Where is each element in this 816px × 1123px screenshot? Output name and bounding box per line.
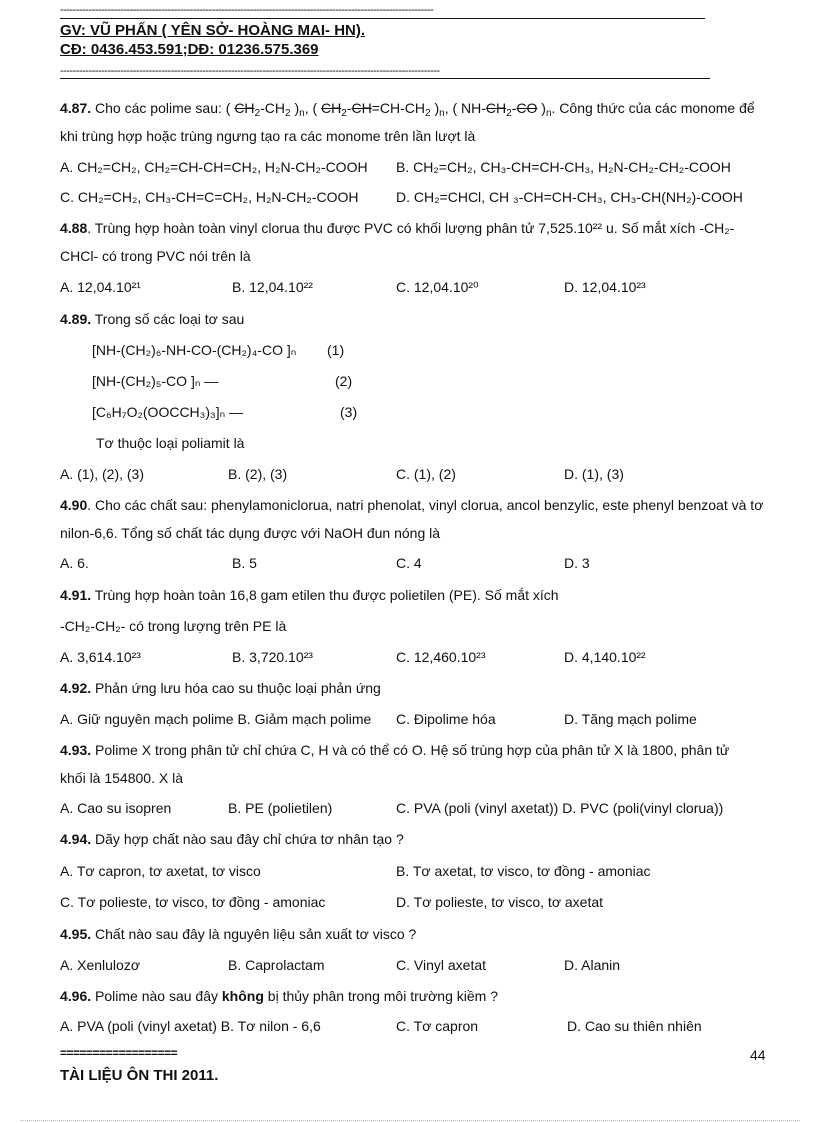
q494-option-b: B. Tơ axetat, tơ visco, tơ đồng - amoniac: [396, 863, 651, 879]
q495-line1: [60, 925, 416, 943]
q493-option-b: B. PE (polietilen): [228, 800, 333, 816]
q487-stem-a: Cho các polime sau: (: [91, 100, 235, 116]
q492-option-c: C. Đipolime hóa: [396, 711, 496, 727]
q487-line2: khi trùng hợp hoặc trùng ngưng tạo ra các monome trên lần lượt là: [60, 128, 476, 144]
footer-title: TÀI LIỆU ÔN THI 2011.: [60, 1067, 219, 1084]
q495-stem: Chất nào sau đây là nguyên liệu sản xuất tơ visco ?: [91, 926, 417, 942]
q489-line1: [60, 310, 244, 328]
q495-option-d: D. Alanin: [564, 957, 621, 973]
header-phone: CĐ: 0436.453.591;DĐ: 01236.575.369: [60, 41, 319, 58]
q494-option-a: A. Tơ capron, tơ axetat, tơ visco: [60, 863, 261, 879]
q488-number: 4.88: [60, 220, 88, 236]
footer-separator: ==================: [60, 1046, 178, 1060]
q489-option-b: B. (2), (3): [228, 466, 288, 482]
q493-option-cd: C. PVA (poli (vinyl axetat)) D. PVC (poli(vinyl clorua)): [396, 800, 724, 816]
q489-formula-3-number: (3): [340, 404, 358, 420]
q490-option-d: D. 3: [564, 555, 590, 571]
q496-option-d: D. Cao su thiên nhiên: [567, 1018, 702, 1034]
q488-option-a: A. 12,04.10²¹: [60, 279, 141, 295]
q493-line1: [60, 741, 729, 759]
q495-option-c: C. Vinyl axetat: [396, 957, 487, 973]
q492-option-ab: A. Giữ nguyên mạch polime B. Giảm mạch polime: [60, 711, 372, 727]
q493-stem: Polime X trong phân tử chỉ chứa C, H và có thể có O. Hệ số trùng hợp của phân tử X là 1800, phân tử: [91, 742, 730, 758]
q493-number: 4.93.: [60, 742, 92, 758]
q489-option-a: A. (1), (2), (3): [60, 466, 145, 482]
q496-option-ab: A. PVA (poli (vinyl axetat) B. Tơ nilon - 6,6: [60, 1018, 321, 1034]
q492-line1: [60, 679, 381, 697]
q487-option-c: C. CH₂=CH₂, CH₃-CH=C=CH₂, H₂N-CH₂-COOH: [60, 189, 359, 205]
q496-stem-emphasis: không: [221, 988, 264, 1004]
q495-option-b: B. Caprolactam: [228, 957, 325, 973]
q493-option-a: A. Cao su isopren: [60, 800, 172, 816]
header-rule-bottom: [60, 78, 710, 79]
q490-number: 4.90: [60, 497, 88, 513]
q488-line1: [60, 219, 734, 237]
q491-option-d: D. 4,140.10²²: [564, 649, 646, 665]
q490-line2: nilon-6,6. Tổng số chất tác dụng được với NaOH đun nóng là: [60, 525, 441, 541]
q490-option-c: C. 4: [396, 555, 422, 571]
q496-number: 4.96.: [60, 988, 92, 1004]
q491-option-c: C. 12,460.10²³: [396, 649, 486, 665]
q489-option-c: C. (1), (2): [396, 466, 456, 482]
q489-formula-1-number: (1): [327, 342, 345, 358]
q489-formula-3: [C₆H₇O₂(OOCCH₃)₃]ₙ —: [92, 404, 244, 420]
q489-formula-2: [NH-(CH₂)₅-CO ]ₙ —: [92, 373, 219, 389]
q491-number: 4.91.: [60, 587, 92, 603]
q492-stem: Phản ứng lưu hóa cao su thuộc loại phản ứng: [91, 680, 381, 696]
q495-option-a: A. Xenlulozơ: [60, 957, 141, 973]
q487-line1: [60, 99, 755, 117]
q489-formula-2-number: (2): [335, 373, 353, 389]
q491-option-b: B. 3,720.10²³: [232, 649, 313, 665]
q487-formula: $CH_2-CH_2$ )$_n$, ( $CH_2-CH=CH-CH_2$ )$_n$, ( $NH-CH_2-CO$ )$_n$. Công thức của các monome để: [234, 100, 755, 119]
header-teacher: GV: VŨ PHẤN ( YÊN SỞ- HOÀNG MAI- HN).: [60, 22, 366, 39]
q487-option-d: D. CH₂=CHCl, CH ₃-CH=CH-CH₃, CH₃-CH(NH₂)-COOH: [396, 189, 743, 205]
q489-stem: Trong số các loại tơ sau: [91, 311, 245, 327]
q487-option-b: B. CH₂=CH₂, CH₃-CH=CH-CH₃, H₂N-CH₂-CH₂-COOH: [396, 159, 731, 175]
q494-stem: Dãy hợp chất nào sau đây chỉ chứa tơ nhân tạo ?: [91, 831, 404, 847]
q495-number: 4.95.: [60, 926, 92, 942]
q491-line1: [60, 586, 559, 604]
q490-stem: . Cho các chất sau: phenylamoniclorua, natri phenolat, vinyl clorua, ancol benzylic, este phenyl benzoat và tơ: [87, 497, 764, 513]
q491-line2: -CH₂-CH₂- có trong lượng trên PE là: [60, 618, 287, 634]
q489-formula-1: [NH-(CH₂)₆-NH-CO-(CH₂)₄-CO ]ₙ: [92, 342, 297, 358]
q494-line1: [60, 830, 404, 848]
q487-option-a: A. CH₂=CH₂, CH₂=CH-CH=CH₂, H₂N-CH₂-COOH: [60, 159, 368, 175]
q490-option-a: A. 6.: [60, 555, 89, 571]
page-number: 44: [750, 1047, 766, 1063]
q492-option-d: D. Tăng mạch polime: [564, 711, 697, 727]
q489-question: Tơ thuộc loại poliamit là: [96, 435, 245, 451]
q488-option-c: C. 12,04.10²⁰: [396, 279, 479, 295]
q496-option-c: C. Tơ capron: [396, 1018, 479, 1034]
q487-number: 4.87.: [60, 100, 92, 116]
header-dashes-top: ----------------------------------------------------------------------------------------------------------------------: [60, 4, 434, 16]
q489-option-d: D. (1), (3): [564, 466, 624, 482]
q488-stem: . Trùng hợp hoàn toàn vinyl clorua thu được PVC có khối lượng phân tử 7,525.10²² u. Số mắt xích -CH₂-: [87, 220, 735, 236]
q490-line1: [60, 496, 763, 514]
q488-line2: CHCl- có trong PVC nói trên là: [60, 248, 251, 264]
q494-option-d: D. Tơ polieste, tơ visco, tơ axetat: [396, 894, 604, 910]
q490-option-b: B. 5: [232, 555, 257, 571]
q489-number: 4.89.: [60, 311, 92, 327]
q494-number: 4.94.: [60, 831, 92, 847]
q494-option-c: C. Tơ polieste, tơ visco, tơ đồng - amoniac: [60, 894, 326, 910]
q493-line2: khối là 154800. X là: [60, 770, 183, 786]
q488-option-d: D. 12,04.10²³: [564, 279, 646, 295]
q492-number: 4.92.: [60, 680, 92, 696]
page-bottom-dotted-rule: [20, 1120, 800, 1121]
q496-line1: [60, 987, 498, 1005]
q491-stem: Trùng hợp hoàn toàn 16,8 gam etilen thu được polietilen (PE). Số mắt xích: [91, 587, 559, 603]
q496-stem-c: bị thủy phân trong môi trường kiềm ?: [263, 988, 499, 1004]
q488-option-b: B. 12,04.10²²: [232, 279, 313, 295]
header-rule-top: [60, 18, 705, 19]
header-dashes-bottom: ------------------------------------------------------------------------------------------------------------------------: [60, 65, 440, 77]
q496-stem-a: Polime nào sau đây: [91, 988, 222, 1004]
q491-option-a: A. 3,614.10²³: [60, 649, 141, 665]
